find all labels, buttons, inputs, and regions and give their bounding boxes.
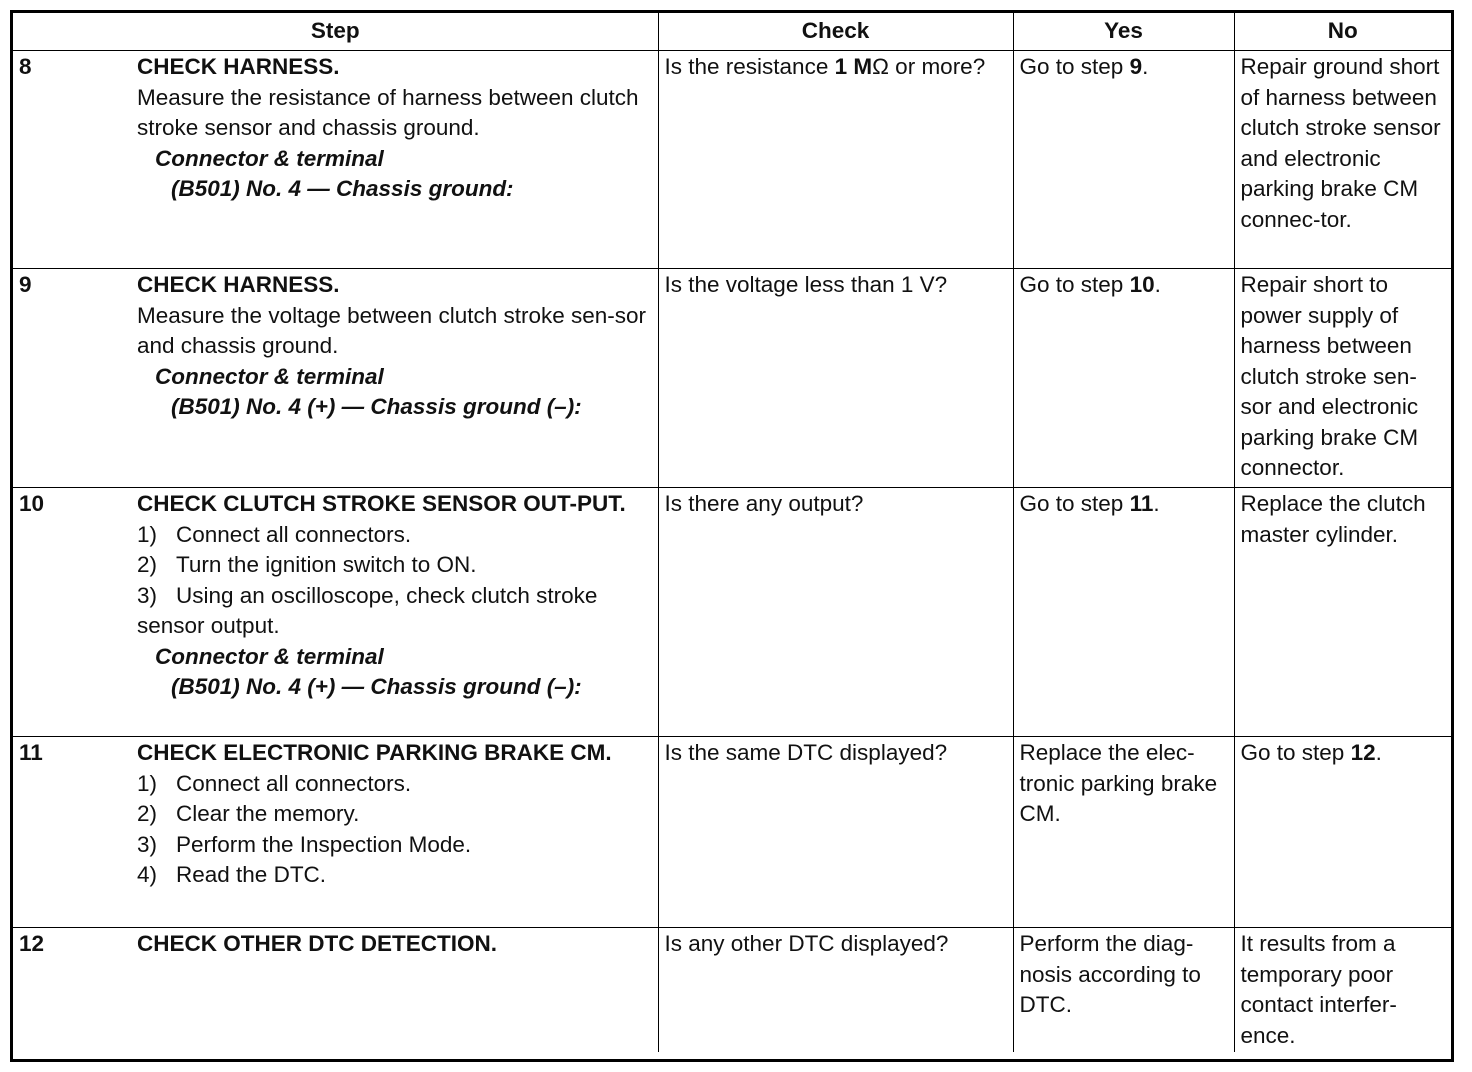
check-cell: Is the voltage less than 1 V? bbox=[658, 269, 1013, 488]
header-row bbox=[13, 13, 1451, 51]
list-item-number: 4) bbox=[137, 862, 158, 887]
yes-text: Go to step bbox=[1019, 272, 1130, 297]
list-item-text: Clear the memory. bbox=[176, 801, 360, 826]
connector-label: Connector & terminal bbox=[155, 363, 384, 389]
list-item bbox=[137, 550, 652, 581]
yes-text-end: . bbox=[1154, 272, 1161, 297]
no-cell: Repair ground short of harness between clutch stroke sensor and electronic parking brake CM connec-tor. bbox=[1234, 51, 1451, 269]
connector-label: Connector & terminal bbox=[155, 643, 384, 669]
step-cell bbox=[13, 269, 658, 488]
list-item-text: Connect all connectors. bbox=[176, 770, 412, 796]
table-row bbox=[13, 269, 1451, 488]
no-cell: It results from a temporary poor contact interfer-ence. bbox=[1234, 928, 1451, 1052]
yes-cell: Perform the diag-nosis according to DTC. bbox=[1013, 928, 1234, 1052]
check-text: Is the resistance bbox=[664, 54, 835, 79]
step-title: CHECK ELECTRONIC PARKING BRAKE CM. bbox=[137, 740, 612, 765]
check-cell: Is any other DTC displayed? bbox=[658, 928, 1013, 1052]
yes-step-ref: 9 bbox=[1129, 54, 1143, 79]
step-title: CHECK CLUTCH STROKE SENSOR OUT-PUT. bbox=[137, 491, 626, 516]
check-cell: Is the same DTC displayed? bbox=[658, 737, 1013, 928]
yes-cell bbox=[1013, 51, 1234, 269]
no-cell: Replace the clutch master cylinder. bbox=[1234, 488, 1451, 737]
no-cell bbox=[1234, 737, 1451, 928]
list-item-text: Turn the ignition switch to ON. bbox=[176, 552, 477, 577]
step-instruction: Measure the resistance of harness between clutch stroke sensor and chassis ground. bbox=[137, 84, 639, 140]
step-title: CHECK HARNESS. bbox=[137, 272, 340, 297]
step-number: 11 bbox=[19, 740, 43, 765]
list-item-number: 2) bbox=[137, 801, 158, 826]
diagnostic-table-sheet bbox=[10, 10, 1454, 1062]
no-cell: Repair short to power supply of harness between clutch stroke sen-sor and electronic parking brake CM connector. bbox=[1234, 269, 1451, 488]
list-item-text: Read the DTC. bbox=[176, 862, 327, 887]
list-item-number: 1) bbox=[137, 770, 158, 796]
list-item-text: Connect all connectors. bbox=[176, 521, 412, 547]
step-number: 9 bbox=[19, 272, 32, 297]
list-item bbox=[137, 860, 652, 891]
yes-step-ref: 11 bbox=[1129, 491, 1154, 516]
diagnostic-table bbox=[13, 13, 1451, 1052]
check-value: 1 M bbox=[834, 54, 873, 79]
no-step-ref: 12 bbox=[1350, 740, 1376, 765]
no-text: Go to step bbox=[1240, 740, 1351, 765]
list-item bbox=[137, 520, 652, 551]
step-cell bbox=[13, 488, 658, 737]
terminal-spec: (B501) No. 4 (+) — Chassis ground (–): bbox=[171, 674, 582, 699]
list-item bbox=[137, 581, 652, 612]
check-text-end: Ω or more? bbox=[872, 54, 986, 79]
step-title: CHECK HARNESS. bbox=[137, 54, 340, 79]
header-check: Check bbox=[658, 13, 1013, 51]
header-yes: Yes bbox=[1013, 13, 1234, 51]
list-item bbox=[137, 830, 652, 861]
yes-text-end: . bbox=[1142, 54, 1149, 79]
yes-cell bbox=[1013, 269, 1234, 488]
list-item-text: Perform the Inspection Mode. bbox=[176, 831, 472, 857]
list-item-number: 3) bbox=[137, 831, 158, 857]
list-item-number: 3) bbox=[137, 582, 158, 608]
list-item bbox=[137, 769, 652, 800]
connector-label: Connector & terminal bbox=[155, 145, 384, 171]
step-cell bbox=[13, 51, 658, 269]
table-row bbox=[13, 51, 1451, 269]
yes-cell bbox=[1013, 488, 1234, 737]
step-number: 10 bbox=[19, 491, 45, 516]
yes-text: Go to step bbox=[1019, 54, 1130, 79]
table-row bbox=[13, 737, 1451, 928]
no-text-end: . bbox=[1375, 740, 1382, 765]
table-row bbox=[13, 928, 1451, 1052]
step-cell bbox=[13, 737, 658, 928]
check-cell: Is there any output? bbox=[658, 488, 1013, 737]
step-number: 12 bbox=[19, 931, 45, 956]
terminal-spec: (B501) No. 4 — Chassis ground: bbox=[171, 176, 514, 201]
step-cell bbox=[13, 928, 658, 1052]
yes-text-end: . bbox=[1153, 491, 1160, 516]
yes-cell: Replace the elec-tronic parking brake CM. bbox=[1013, 737, 1234, 928]
list-item-number: 1) bbox=[137, 521, 158, 547]
check-cell bbox=[658, 51, 1013, 269]
yes-text: Go to step bbox=[1019, 491, 1130, 516]
header-step: Step bbox=[13, 13, 658, 51]
table-row bbox=[13, 488, 1451, 737]
step-number: 8 bbox=[19, 54, 32, 79]
list-item-text: Using an oscilloscope, check clutch stroke bbox=[176, 582, 598, 608]
terminal-spec: (B501) No. 4 (+) — Chassis ground (–): bbox=[171, 394, 582, 419]
list-item-number: 2) bbox=[137, 552, 158, 577]
step-instruction: Measure the voltage between clutch stroke sen-sor and chassis ground. bbox=[137, 302, 647, 358]
list-item bbox=[137, 799, 652, 830]
yes-step-ref: 10 bbox=[1129, 272, 1155, 297]
header-no: No bbox=[1234, 13, 1451, 51]
step-title: CHECK OTHER DTC DETECTION. bbox=[137, 931, 497, 956]
list-item-continuation: sensor output. bbox=[137, 613, 280, 638]
